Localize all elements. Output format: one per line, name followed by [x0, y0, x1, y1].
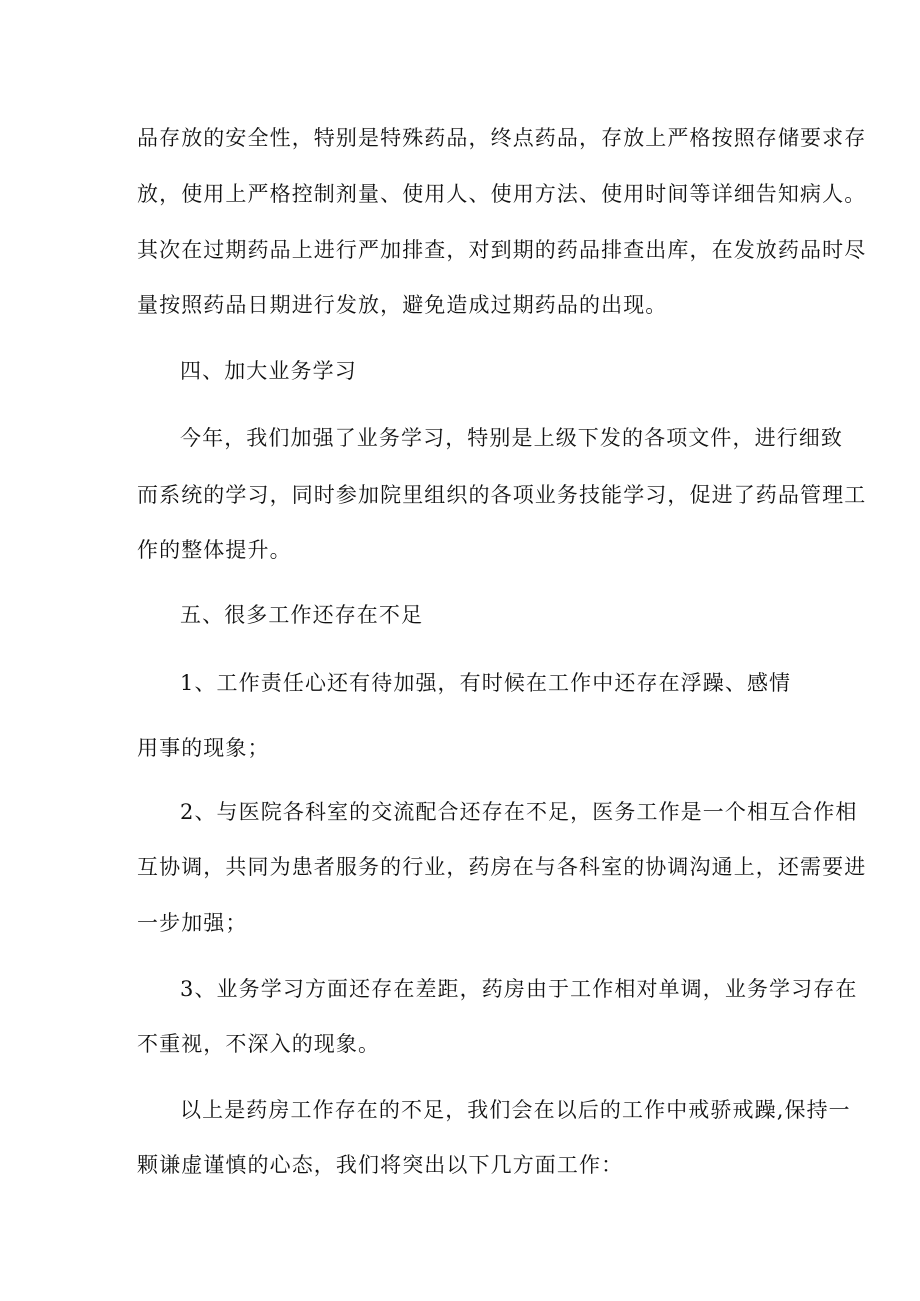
text-line: 其次在过期药品上进行严加排查，对到期的药品排查出库，在发放药品时尽	[137, 238, 867, 262]
text-line: 颗谦虚谨慎的心态，我们将突出以下几方面工作：	[137, 1153, 624, 1177]
text-line: 而系统的学习，同时参加院里组织的各项业务技能学习，促进了药品管理工	[137, 483, 867, 507]
text-line: 互协调，共同为患者服务的行业，药房在与各科室的协调沟通上，还需要进	[137, 855, 867, 879]
section-heading-four: 四、加大业务学习	[180, 359, 357, 383]
text-line: 以上是药房工作存在的不足，我们会在以后的工作中戒骄戒躁,保持一	[180, 1098, 851, 1122]
text-line: 一步加强；	[137, 911, 248, 935]
text-line: 作的整体提升。	[137, 538, 292, 562]
text-line: 用事的现象；	[137, 736, 270, 760]
text-line: 2、与医院各科室的交流配合还存在不足，医务工作是一个相互合作相	[180, 800, 858, 824]
text-line: 1、工作责任心还有待加强，有时候在工作中还存在浮躁、感情	[180, 671, 792, 695]
text-line: 量按照药品日期进行发放，避免造成过期药品的出现。	[137, 293, 668, 317]
text-line: 今年，我们加强了业务学习，特别是上级下发的各项文件，进行细致	[180, 426, 843, 450]
text-line: 不重视，不深入的现象。	[137, 1032, 381, 1056]
text-line: 3、业务学习方面还存在差距，药房由于工作相对单调，业务学习存在	[180, 977, 858, 1001]
text-line: 品存放的安全性，特别是特殊药品，终点药品，存放上严格按照存储要求存	[137, 126, 867, 150]
section-heading-five: 五、很多工作还存在不足	[180, 603, 424, 627]
text-line: 放，使用上严格控制剂量、使用人、使用方法、使用时间等详细告知病人。	[137, 182, 867, 206]
